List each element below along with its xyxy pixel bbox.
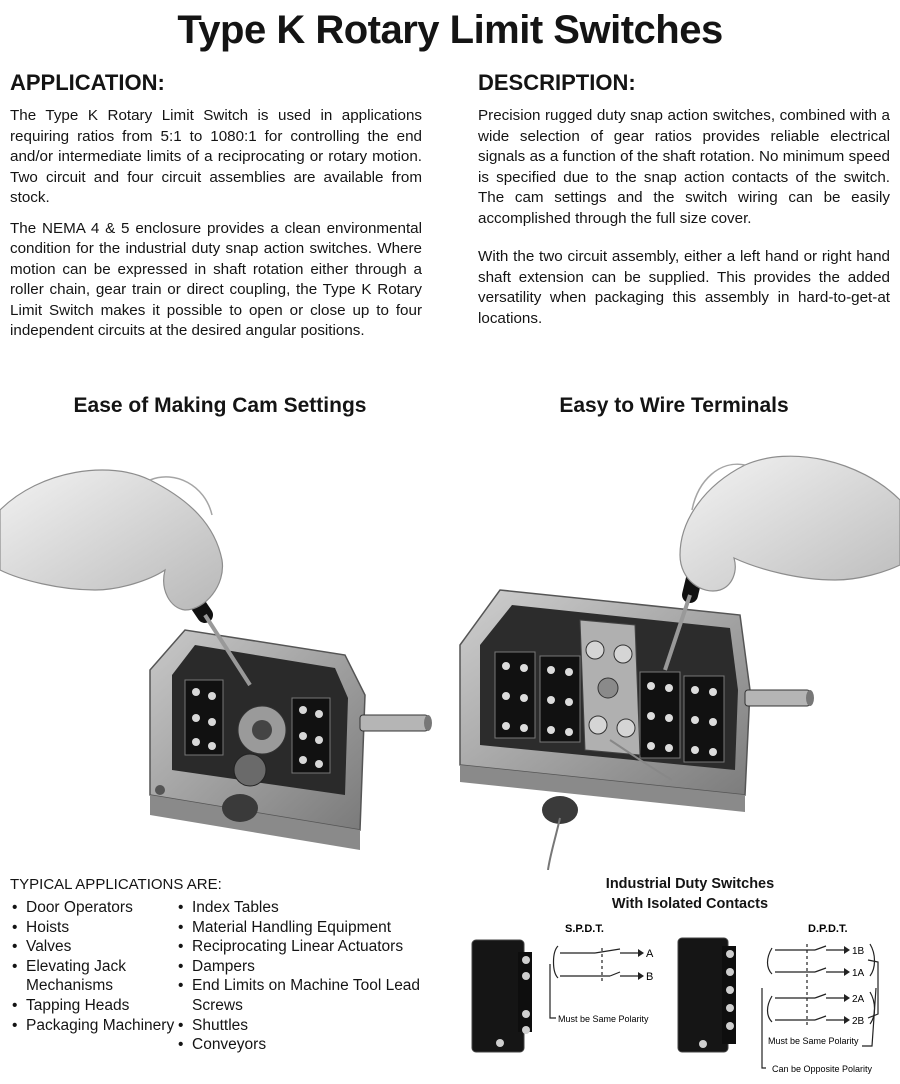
- list-item: • Door Operators: [10, 898, 175, 918]
- description-paragraph-1: Precision rugged duty snap action switches, combined with a wide selection of gear ratios provides reliable electrical signals as a function of the shaft rotation. No minimum speed is specified due to the snap action contacts of the switch. The cam settings and the switch wiring can be easily accomplished through the full size cover.: [478, 107, 890, 227]
- dpdt-terminal-2a: 2A: [852, 994, 865, 1005]
- dpdt-switch-photo: [678, 938, 736, 1052]
- description-paragraph-2: With the two circuit assembly, either a left hand or right hand shaft extension can be supplied. This provides the added versatility when packaging this assembly in hard-to-get-at locations.: [478, 248, 890, 327]
- spdt-schematic: [550, 946, 638, 1018]
- description-heading: DESCRIPTION:: [478, 70, 636, 95]
- switches-title-line-1: Industrial Duty Switches: [605, 876, 775, 892]
- list-item: • Material Handling Equipment: [176, 918, 446, 938]
- switches-title-line-2: With Isolated Contacts: [611, 896, 769, 912]
- dpdt-terminal-1a: 1A: [852, 968, 865, 979]
- applications-list-b: [176, 898, 446, 1055]
- list-item: • Index Tables: [176, 898, 446, 918]
- spdt-label: S.P.D.T.: [565, 923, 604, 935]
- list-item: • Tapping Heads: [10, 996, 175, 1016]
- cam-settings-caption: Ease of Making Cam Settings: [73, 394, 367, 417]
- page-title: Type K Rotary Limit Switches: [177, 8, 723, 52]
- spdt-switch-photo: [472, 940, 532, 1052]
- wire-terminals-photo: [440, 440, 900, 870]
- application-paragraph-2: The NEMA 4 & 5 enclosure provides a clean environmental condition for the industrial duty snap action switches. Where motion can be expressed in shaft rotation either through a roller chain, gear train or direct coupling, the Type K Rotary Limit Switch makes it possible to open or close up to four independent circuits at the desired angular positions.: [10, 219, 422, 339]
- switches-title: [562, 874, 818, 914]
- applications-list-a: [10, 898, 175, 1035]
- list-item: • Elevating Jack Mechanisms: [10, 957, 175, 996]
- spdt-polarity-note: Must be Same Polarity: [558, 1014, 649, 1024]
- dpdt-schematic: [762, 944, 878, 1068]
- list-item: • Hoists: [10, 918, 175, 938]
- dpdt-terminal-2b: 2B: [852, 1016, 865, 1027]
- spdt-terminal-b: B: [646, 971, 654, 983]
- switch-wiring-diagram: [460, 918, 900, 1084]
- list-item: • Conveyors: [176, 1035, 446, 1055]
- dpdt-opposite-polarity-note: Can be Opposite Polarity: [772, 1064, 873, 1074]
- typical-applications-heading: TYPICAL APPLICATIONS ARE:: [10, 876, 222, 893]
- spdt-terminal-a: A: [646, 948, 654, 960]
- list-item: • Shuttles: [176, 1016, 446, 1036]
- description-section: [478, 70, 890, 347]
- list-item: • Reciprocating Linear Actuators: [176, 937, 446, 957]
- application-paragraph-1: The Type K Rotary Limit Switch is used in applications requiring ratios from 5:1 to 1080:1 for controlling the end and/or intermediate limits of a reciprocating or rotary motion. Two circuit and four circuit assemblies are available from stock.: [10, 107, 422, 206]
- application-heading: APPLICATION:: [10, 70, 165, 95]
- dpdt-terminal-1b: 1B: [852, 946, 865, 957]
- application-section: [10, 70, 422, 352]
- dpdt-label: D.P.D.T.: [808, 923, 848, 935]
- list-item: • End Limits on Machine Tool Lead Screws: [176, 976, 446, 1015]
- list-item: • Dampers: [176, 957, 446, 977]
- wire-terminals-caption: Easy to Wire Terminals: [559, 394, 789, 417]
- cam-settings-photo: [0, 440, 440, 870]
- dpdt-same-polarity-note: Must be Same Polarity: [768, 1036, 859, 1046]
- list-item: • Packaging Machinery: [10, 1016, 175, 1036]
- list-item: • Valves: [10, 937, 175, 957]
